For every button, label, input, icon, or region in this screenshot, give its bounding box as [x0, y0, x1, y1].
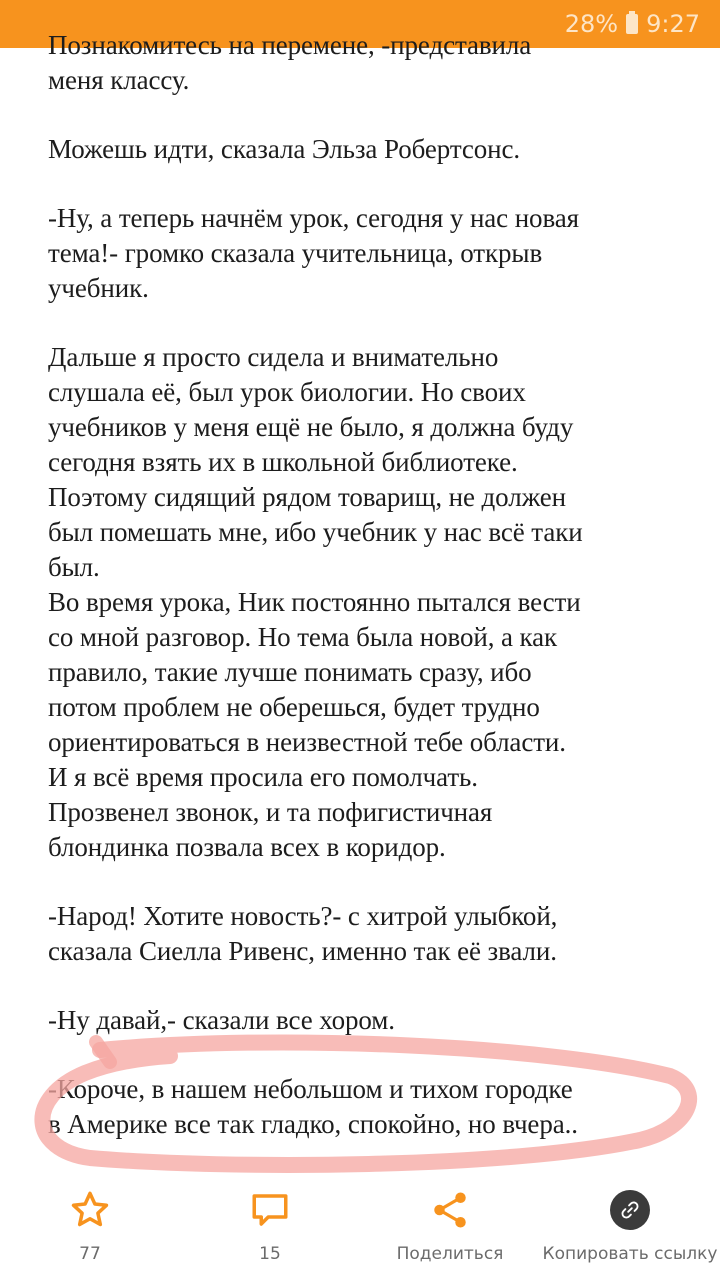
paragraph: -Ну, а теперь начнём урок, сегодня у нас новая тема!- громко сказала учительница, открыв учебник. — [48, 203, 579, 303]
comment-button[interactable] — [180, 1182, 360, 1280]
paragraph: Познакомитесь на перемене, -представила меня классу. — [48, 30, 532, 95]
like-button[interactable] — [0, 1182, 180, 1280]
copy-link-label: Копировать ссылку — [542, 1244, 718, 1264]
battery-percentage: 28% — [564, 10, 619, 38]
share-label: Поделиться — [396, 1244, 504, 1264]
copy-link-button[interactable] — [540, 1182, 720, 1280]
action-bar — [0, 1182, 720, 1280]
share-button[interactable] — [360, 1182, 540, 1280]
like-count: 77 — [79, 1244, 101, 1264]
paragraph: -Короче, в нашем небольшом и тихом городке в Америке все так гладко, спокойно, но вчера.. — [48, 1074, 578, 1139]
paragraph: Дальше я просто сидела и внимательно слушала её, был урок биологии. Но своих учебников у меня ещё не было, я должна буду сегодня взять их в школьной библиотеке. Поэтому сидящий рядом товарищ, не должен был помешать мне, ибо учебник у нас всё таки был. Во время урока, Ник постоянно пытался вести со мной разговор. Но тема была новой, а как правило, такие лучше понимать сразу, ибо потом проблем не оберешься, будет трудно ориентироваться в неизвестной тебе области. И я всё время просила его помолчать. Прозвенел звонок, и та пофигистичная блондинка позвала всех в коридор. — [48, 342, 583, 862]
share-icon — [429, 1188, 471, 1232]
link-icon — [610, 1188, 650, 1232]
star-icon — [69, 1188, 111, 1232]
comment-icon — [249, 1188, 291, 1232]
comment-count: 15 — [259, 1244, 281, 1264]
article-text — [48, 28, 688, 1163]
paragraph: -Народ! Хотите новость?- с хитрой улыбкой, сказала Сиелла Ривенс, именно так её звали. — [48, 901, 558, 966]
paragraph: -Ну давай,- сказали все хором. — [48, 1005, 395, 1035]
clock: 9:27 — [646, 10, 700, 38]
paragraph: Можешь идти, сказала Эльза Робертсонс. — [48, 134, 521, 164]
